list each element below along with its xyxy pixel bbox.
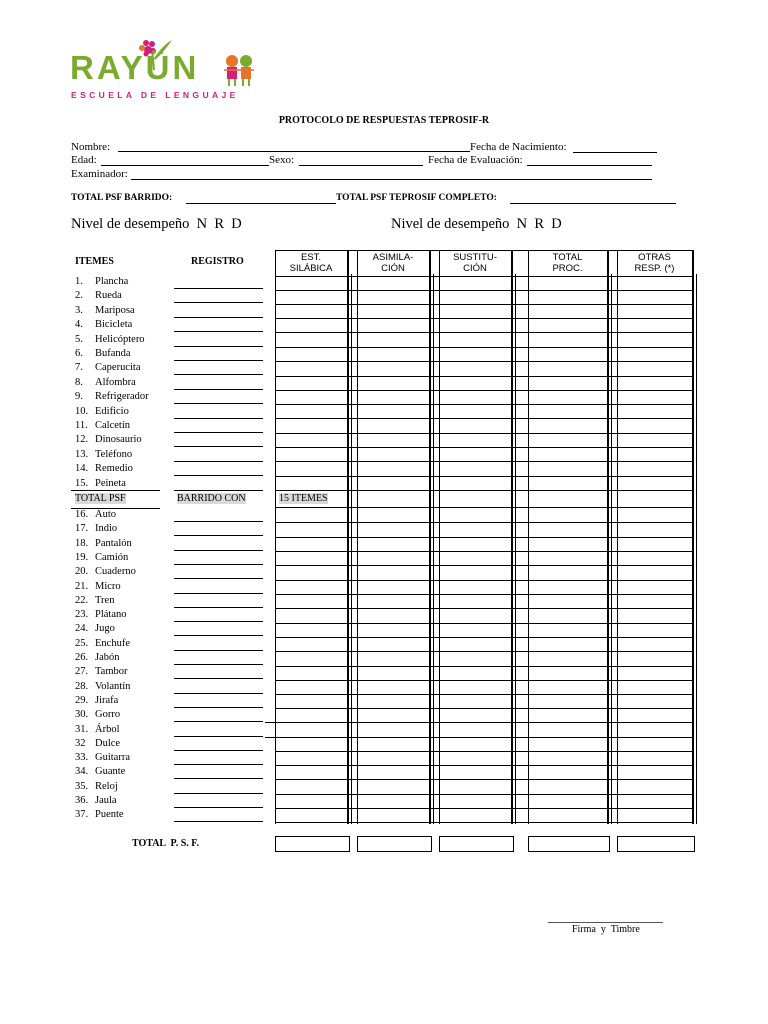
item-word: Jugo [95, 623, 115, 635]
grid-row-line [275, 765, 693, 766]
item-word: Jabón [95, 652, 120, 663]
item-word: Remedio [95, 463, 133, 475]
list-item [75, 738, 120, 749]
item-number: 34. [75, 766, 89, 778]
list-item [75, 538, 132, 549]
nivel-right-label: Nivel de desempeño [391, 216, 510, 232]
item-number: 17. [75, 523, 89, 535]
total-barrido-field[interactable] [186, 203, 336, 204]
grid-row-line [275, 537, 693, 538]
registro-field[interactable] [174, 374, 263, 375]
registro-field[interactable] [174, 593, 263, 594]
grid-row-line [275, 318, 693, 319]
item-number: 30. [75, 709, 89, 721]
page-title: PROTOCOLO DE RESPUESTAS TEPROSIF-R [278, 115, 490, 126]
registro-header: REGISTRO [191, 256, 244, 267]
registro-field[interactable] [174, 693, 263, 694]
list-item [75, 348, 131, 359]
item-number: 20. [75, 566, 89, 578]
item-number: 26. [75, 652, 89, 663]
item-word: Jirafa [95, 694, 119, 706]
list-item [75, 695, 118, 706]
registro-field[interactable] [174, 403, 263, 404]
column-border-inner [351, 274, 352, 824]
grid-row-line [275, 332, 693, 333]
item-word: Caperucita [95, 362, 141, 374]
item-word: Dinosaurio [95, 434, 142, 446]
column-header-line2: RESP. (*) [634, 263, 675, 274]
list-item [75, 638, 130, 649]
column-header-line1: EST. [300, 252, 322, 263]
list-item [75, 623, 115, 634]
grid-row-line [275, 507, 693, 508]
grid-row-line [275, 390, 693, 391]
grid-row-line [275, 822, 693, 823]
list-item [75, 362, 140, 373]
item-number: 37. [75, 809, 89, 821]
registro-field[interactable] [174, 490, 263, 491]
list-item [75, 319, 132, 330]
grid-row-line [275, 404, 693, 405]
list-item [75, 581, 121, 592]
item-number: 32 [75, 737, 86, 749]
subtotal-label-c: 15 ITEMES [279, 493, 328, 504]
registro-field[interactable] [174, 793, 263, 794]
item-number: 4. [75, 319, 83, 331]
registro-field[interactable] [174, 750, 263, 751]
list-item [75, 552, 128, 563]
item-number: 25. [75, 637, 89, 649]
total-completo-field[interactable] [510, 203, 676, 204]
registro-field[interactable] [174, 331, 263, 332]
item-word: Camión [95, 551, 129, 563]
item-word: Bufanda [95, 348, 131, 359]
registro-field[interactable] [174, 807, 263, 808]
nivel-left [71, 216, 242, 233]
total-barrido-label: TOTAL PSF BARRIDO: [71, 193, 173, 203]
total-psf-box-2[interactable] [357, 836, 432, 852]
column-header-line1: SUSTITU- [453, 252, 497, 263]
registro-field[interactable] [174, 418, 263, 419]
grid-row-line [275, 447, 693, 448]
list-item [75, 566, 136, 577]
item-word: Tambor [95, 666, 128, 678]
registro-field[interactable] [174, 521, 263, 522]
registro-field[interactable] [174, 607, 263, 608]
grid-row-line [275, 347, 693, 348]
column-header-line1: TOTAL [552, 252, 583, 263]
grid-row-line [275, 794, 693, 795]
list-item [75, 652, 120, 663]
item-word: Árbol [95, 723, 120, 735]
list-item [75, 377, 136, 388]
item-number: 6. [75, 348, 83, 359]
item-number: 21. [75, 580, 89, 592]
item-number: 5. [75, 333, 83, 345]
item-number: 18. [75, 537, 89, 549]
item-number: 14. [75, 463, 89, 475]
item-number: 15. [75, 477, 89, 489]
item-word: Tren [95, 594, 115, 606]
registro-field[interactable] [174, 317, 263, 318]
fecha-evaluacion-field[interactable] [527, 165, 652, 166]
grid-row-line [275, 490, 693, 491]
grid-row-line [275, 651, 693, 652]
registro-field[interactable] [174, 288, 263, 289]
list-item [75, 766, 125, 777]
list-item [75, 595, 114, 606]
nombre-label: Nombre: [71, 141, 111, 153]
item-word: Peineta [95, 477, 126, 489]
item-word: Dulce [95, 737, 121, 749]
column-border-inner [696, 274, 697, 824]
edad-field[interactable] [101, 165, 269, 166]
column-header-line2: SILÁBICA [289, 263, 333, 274]
grid-tick [265, 737, 275, 738]
registro-field[interactable] [174, 678, 263, 679]
item-word: Volantín [95, 680, 131, 692]
item-number: 23. [75, 609, 89, 621]
item-number: 9. [75, 391, 83, 403]
item-number: 12. [75, 434, 89, 446]
registro-field[interactable] [174, 778, 263, 779]
fecha-nacimiento-field[interactable] [573, 152, 657, 153]
list-item [75, 463, 133, 474]
grid-top-line [275, 250, 693, 251]
registro-field[interactable] [174, 721, 263, 722]
registro-field[interactable] [174, 461, 263, 462]
registro-field[interactable] [174, 389, 263, 390]
items-header: ITEMES [75, 256, 114, 267]
list-item [75, 781, 118, 792]
nivel-left-label: Nivel de desempeño [71, 216, 190, 232]
logo-subtitle: ESCUELA DE LENGUAJE [71, 90, 239, 100]
registro-field[interactable] [174, 446, 263, 447]
list-item [75, 305, 135, 316]
firma-label: Firma y Timbre [572, 924, 640, 935]
sexo-field[interactable] [299, 165, 423, 166]
item-word: Mariposa [95, 304, 135, 316]
total-psf-box-5[interactable] [617, 836, 695, 852]
registro-field[interactable] [174, 821, 263, 822]
grid-row-line [275, 565, 693, 566]
total-psf-box-3[interactable] [439, 836, 514, 852]
item-number: 16. [75, 509, 89, 520]
item-word: Reloj [95, 780, 118, 792]
grid-row-line [275, 751, 693, 752]
column-border-inner [515, 274, 516, 824]
list-item [75, 795, 117, 806]
column-border-inner [433, 274, 434, 824]
item-word: Cuaderno [95, 566, 136, 578]
item-word: Edificio [95, 405, 129, 417]
list-item [75, 666, 128, 677]
item-number: 13. [75, 448, 89, 460]
fecha-evaluacion-label: Fecha de Evaluación: [428, 154, 523, 166]
registro-field[interactable] [174, 302, 263, 303]
examinador-label: Examinador: [71, 168, 128, 180]
total-completo-label: TOTAL PSF TEPROSIF COMPLETO: [336, 193, 497, 203]
column-header-line2: PROC. [552, 263, 583, 274]
item-word: Plancha [95, 276, 129, 287]
registro-field[interactable] [174, 346, 263, 347]
item-word: Guante [95, 766, 126, 778]
logo-brand: RAYÜN [70, 49, 200, 86]
list-item [75, 509, 116, 520]
grid-row-line [275, 290, 693, 291]
item-number: 1. [75, 276, 83, 287]
registro-field[interactable] [174, 621, 263, 622]
list-item [75, 523, 117, 534]
item-number: 35. [75, 780, 89, 792]
registro-field[interactable] [174, 564, 263, 565]
list-item [75, 449, 132, 460]
item-number: 29. [75, 694, 89, 706]
item-number: 31. [75, 723, 89, 735]
grid-row-line [275, 779, 693, 780]
column-header-2 [357, 252, 429, 274]
grid-row-line [275, 808, 693, 809]
registro-field[interactable] [174, 578, 263, 579]
grid-row-line [275, 522, 693, 523]
item-word: Alfombra [95, 376, 136, 388]
item-word: Helicóptero [95, 333, 145, 345]
grid-row-line [275, 551, 693, 552]
grid-row-line [275, 694, 693, 695]
grid-row-line [275, 418, 693, 419]
item-word: Pantalón [95, 537, 132, 549]
grid-row-line [275, 276, 693, 277]
item-word: Calcetín [95, 420, 130, 431]
registro-field[interactable] [174, 432, 263, 433]
registro-field[interactable] [174, 475, 263, 476]
item-word: Auto [95, 509, 116, 520]
grid-row-line [275, 680, 693, 681]
list-item [75, 709, 120, 720]
list-item [75, 406, 129, 417]
item-word: Bicicleta [95, 319, 133, 331]
grid-row-line [275, 623, 693, 624]
item-number: 2. [75, 290, 83, 302]
item-number: 27. [75, 666, 89, 678]
item-word: Plátano [95, 609, 127, 621]
list-item [75, 724, 120, 735]
logo [68, 34, 263, 104]
total-psf-label: TOTAL P. S. F. [132, 838, 199, 849]
grid-tick [265, 722, 275, 723]
registro-field[interactable] [174, 550, 263, 551]
grid-row-line [275, 433, 693, 434]
column-header-line1: OTRAS [638, 252, 671, 263]
registro-field[interactable] [174, 664, 263, 665]
column-header-3 [439, 252, 511, 274]
fecha-nacimiento-label: Fecha de Nacimiento: [470, 141, 567, 153]
grid-row-line [275, 708, 693, 709]
grid-row-line [275, 476, 693, 477]
total-psf-box-4[interactable] [528, 836, 610, 852]
list-item [75, 276, 128, 287]
grid-row-line [275, 594, 693, 595]
registro-field[interactable] [174, 707, 263, 708]
grid-row-line [275, 580, 693, 581]
list-item [75, 434, 142, 445]
registro-field[interactable] [174, 635, 263, 636]
list-item [75, 752, 130, 763]
item-word: Rueda [95, 290, 122, 302]
item-number: 3. [75, 304, 83, 316]
grid-row-line [275, 361, 693, 362]
grid-row-line [275, 304, 693, 305]
sexo-label: Sexo: [269, 154, 295, 166]
item-number: 11. [75, 420, 88, 431]
grid-row-line [275, 376, 693, 377]
edad-label: Edad: [71, 154, 97, 166]
nombre-field[interactable] [118, 151, 470, 152]
item-word: Teléfono [95, 448, 133, 460]
nivel-right-levels: N R D [516, 216, 562, 232]
list-item [75, 334, 145, 345]
nivel-right [391, 216, 562, 233]
list-item [75, 478, 126, 489]
examinador-field[interactable] [131, 179, 652, 180]
grid-row-line [275, 637, 693, 638]
list-item [75, 290, 122, 301]
column-border-inner [611, 274, 612, 824]
grid-row-line [275, 666, 693, 667]
subtotal-label-b: BARRIDO CON [177, 493, 246, 504]
registro-field[interactable] [174, 764, 263, 765]
column-header-1 [275, 252, 347, 274]
grid-row-line [275, 737, 693, 738]
registro-field[interactable] [174, 736, 263, 737]
column-header-line2: CIÓN [381, 263, 405, 274]
item-word: Guitarra [95, 752, 130, 764]
list-item [75, 391, 149, 402]
item-word: Refrigerador [95, 391, 149, 403]
column-header-line1: ASIMILA- [372, 252, 414, 263]
item-number: 22. [75, 594, 89, 606]
subtotal-label-a: TOTAL PSF [75, 493, 126, 504]
total-psf-box-1[interactable] [275, 836, 350, 852]
registro-field[interactable] [174, 535, 263, 536]
item-word: Jaula [95, 795, 117, 806]
list-item [75, 809, 124, 820]
item-word: Puente [95, 809, 124, 821]
list-item [75, 681, 130, 692]
nivel-left-levels: N R D [196, 216, 242, 232]
list-item [75, 420, 130, 431]
grid-row-line [275, 608, 693, 609]
item-word: Gorro [95, 709, 121, 721]
item-number: 8. [75, 376, 83, 388]
firma-line[interactable] [548, 922, 663, 923]
item-word: Enchufe [95, 637, 130, 649]
list-item [75, 609, 127, 620]
column-header-5 [617, 252, 692, 274]
registro-field[interactable] [174, 650, 263, 651]
grid-row-line [275, 722, 693, 723]
item-word: Indio [95, 523, 118, 535]
item-number: 10. [75, 405, 89, 417]
item-number: 33. [75, 752, 89, 764]
item-number: 7. [75, 362, 83, 374]
registro-field[interactable] [174, 360, 263, 361]
item-number: 19. [75, 551, 89, 563]
item-number: 24. [75, 623, 89, 635]
column-header-line2: CIÓN [463, 263, 487, 274]
column-header-4 [528, 252, 607, 274]
grid-row-line [275, 461, 693, 462]
item-word: Micro [95, 580, 121, 592]
item-number: 36. [75, 795, 89, 806]
item-number: 28. [75, 680, 89, 692]
